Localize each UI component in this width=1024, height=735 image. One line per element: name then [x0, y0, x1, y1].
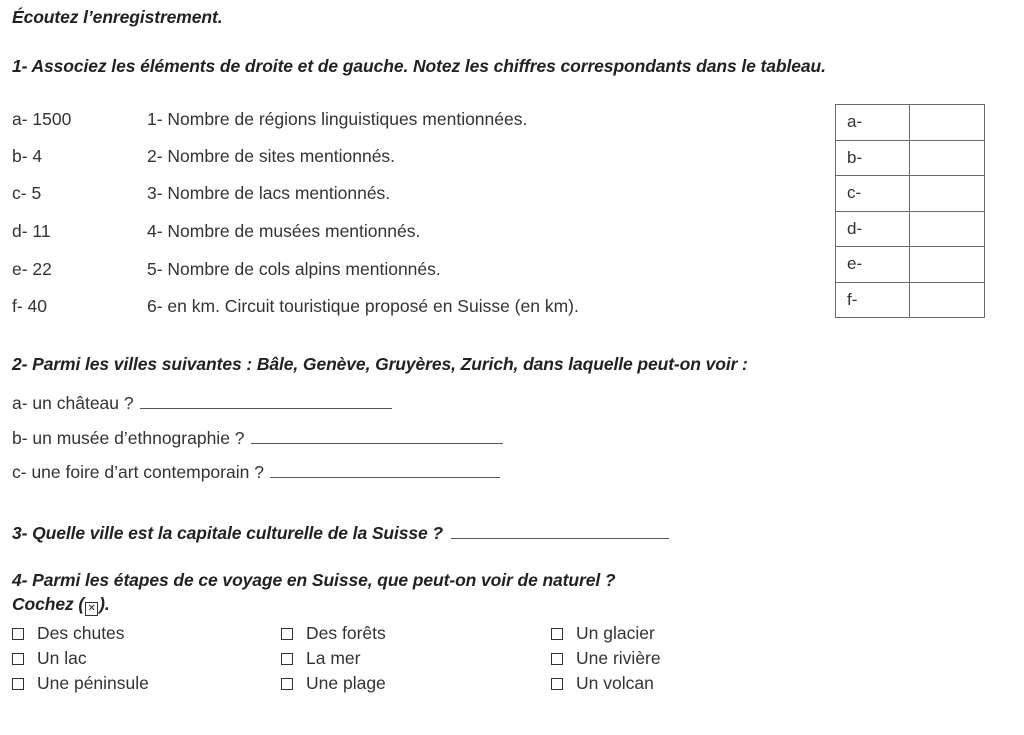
left-item-d: d- 11 [12, 221, 51, 241]
q2-item-b [12, 425, 503, 449]
table-row [836, 282, 985, 318]
table-row [836, 247, 985, 283]
checkbox-icon[interactable] [551, 628, 563, 640]
table-row [836, 140, 985, 176]
q3-item [12, 520, 669, 544]
right-item-3: 3- Nombre de lacs mentionnés. [147, 183, 391, 203]
q1-title: 1- Associez les éléments de droite et de gauche. Notez les chiffres correspondants dans le tableau. [12, 56, 826, 76]
option-une-peninsule[interactable]: Une péninsule [12, 673, 149, 694]
q2-title: 2- Parmi les villes suivantes : Bâle, Genève, Gruyères, Zurich, dans laquelle peut-on voir : [12, 354, 748, 374]
left-item-c: c- 5 [12, 183, 42, 203]
table-row-label: b- [836, 140, 910, 176]
q2-item-a [12, 390, 392, 414]
right-item-5: 5- Nombre de cols alpins mentionnés. [147, 259, 441, 279]
q3-answer-line[interactable] [451, 520, 669, 539]
q2-item-c-label: c- une foire d’art contemporain ? [12, 462, 264, 482]
option-des-chutes[interactable]: Des chutes [12, 623, 125, 644]
table-row [836, 176, 985, 212]
checkbox-icon[interactable] [12, 628, 24, 640]
option-une-plage[interactable]: Une plage [281, 673, 386, 694]
option-un-volcan[interactable]: Un volcan [551, 673, 654, 694]
checkbox-icon[interactable] [281, 653, 293, 665]
table-row [836, 211, 985, 247]
table-row-label: a- [836, 105, 910, 141]
q2-item-c [12, 459, 500, 483]
q2-answer-line-c[interactable] [270, 459, 500, 478]
q2-answer-line-a[interactable] [140, 390, 392, 409]
table-answer-cell-b[interactable] [910, 140, 985, 176]
q3-title: 3- Quelle ville est la capitale culturelle de la Suisse ? [12, 523, 444, 543]
checkbox-icon[interactable] [551, 678, 563, 690]
left-item-b: b- 4 [12, 146, 43, 166]
option-la-mer[interactable]: La mer [281, 648, 360, 669]
right-item-4: 4- Nombre de musées mentionnés. [147, 221, 421, 241]
table-row-label: f- [836, 282, 910, 318]
right-item-6: 6- en km. Circuit touristique proposé en Suisse (en km). [147, 296, 579, 316]
table-answer-cell-a[interactable] [910, 105, 985, 141]
right-item-2: 2- Nombre de sites mentionnés. [147, 146, 396, 166]
left-item-f: f- 40 [12, 296, 48, 316]
table-row-label: c- [836, 176, 910, 212]
table-answer-cell-e[interactable] [910, 247, 985, 283]
option-un-lac[interactable]: Un lac [12, 648, 87, 669]
table-row [836, 105, 985, 141]
listen-instruction: Écoutez l’enregistrement. [12, 7, 223, 27]
left-item-e: e- 22 [12, 259, 52, 279]
table-row-label: d- [836, 211, 910, 247]
q2-answer-line-b[interactable] [251, 425, 503, 444]
checkbox-icon[interactable] [551, 653, 563, 665]
q4-title: 4- Parmi les étapes de ce voyage en Suisse, que peut-on voir de naturel ? [12, 570, 616, 590]
checkbox-icon[interactable] [281, 628, 293, 640]
q4-instruction: Cochez ( ✕ ). [12, 594, 110, 614]
right-item-1: 1- Nombre de régions linguistiques mentionnées. [147, 109, 528, 129]
q2-item-a-label: a- un château ? [12, 393, 134, 413]
table-answer-cell-c[interactable] [910, 176, 985, 212]
q2-item-b-label: b- un musée d’ethnographie ? [12, 428, 245, 448]
option-un-glacier[interactable]: Un glacier [551, 623, 655, 644]
table-answer-cell-d[interactable] [910, 211, 985, 247]
checkbox-icon[interactable] [12, 653, 24, 665]
checkbox-icon[interactable] [281, 678, 293, 690]
option-une-riviere[interactable]: Une rivière [551, 648, 661, 669]
checkbox-icon[interactable] [12, 678, 24, 690]
checked-box-icon: ✕ [85, 602, 98, 616]
table-row-label: e- [836, 247, 910, 283]
answer-table [835, 104, 985, 318]
left-item-a: a- 1500 [12, 109, 72, 129]
table-answer-cell-f[interactable] [910, 282, 985, 318]
option-des-forets[interactable]: Des forêts [281, 623, 386, 644]
